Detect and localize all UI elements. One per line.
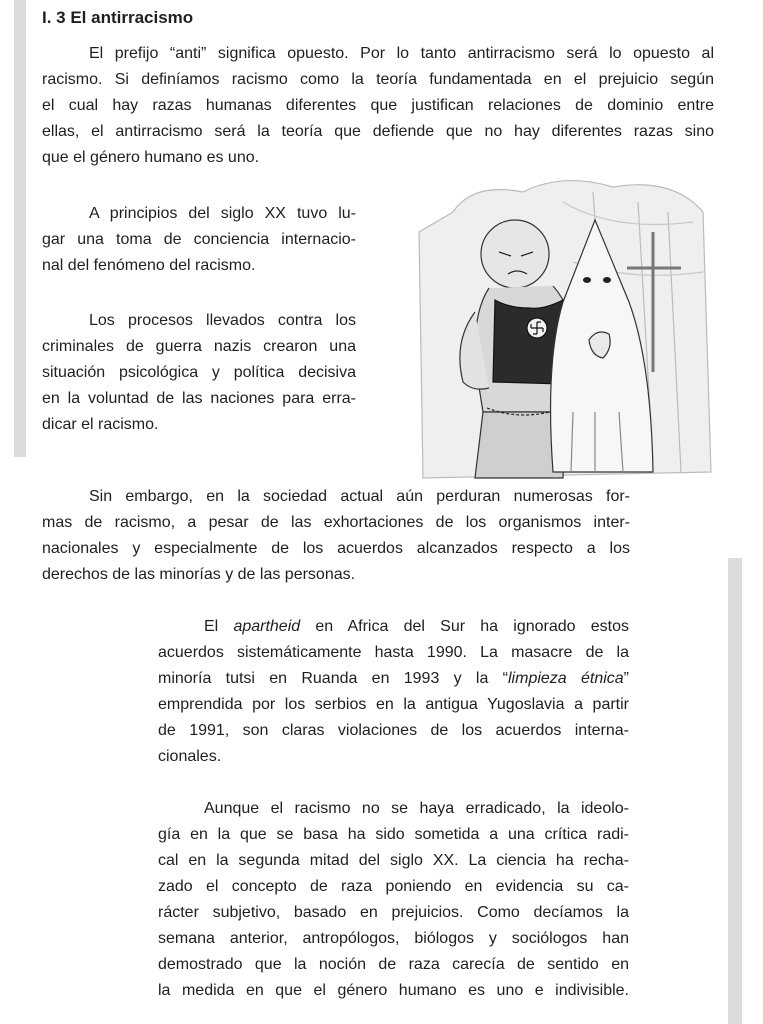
left-margin-bar [14,0,26,457]
text-line: emprendida por los serbios en la antigua Yugoslavia a partir [158,696,629,713]
racism-illustration [413,172,713,482]
text-line: semana anterior, antropólogos, biólogos y sociólogos han [158,930,629,947]
text-line: racismo. Si definíamos racismo como la teoría fundamentada en el prejuicio según [42,71,714,88]
section-heading: I. 3 El antirracismo [42,8,194,27]
text-line: Sin embargo, en la sociedad actual aún perduran numerosas for- [89,488,630,505]
right-margin-bar [728,558,742,1024]
text-line: rácter subjetivo, basado en prejuicios. Como decíamos la [158,904,629,921]
text-line: mas de racismo, a pesar de las exhortaciones de los organismos inter- [42,514,630,531]
text-line: la medida en que el género humano es uno e indivisible. [158,982,629,999]
text-line: zado el concepto de raza poniendo en evidencia su ca- [158,878,629,895]
text-line: El apartheid en Africa del Sur ha ignorado estos [204,618,629,635]
text-line: minoría tutsi en Ruanda en 1993 y la “limpieza étnica” [158,670,629,687]
text-line: Los procesos llevados contra los [89,312,356,329]
text-line: derechos de las minorías y de las personas. [42,566,356,583]
text-line: Aunque el racismo no se haya erradicado, la ideolo- [204,800,629,817]
text-line: cionales. [158,748,222,765]
text-line: en la voluntad de las naciones para erra- [42,390,356,407]
text-line: cal en la segunda mitad del siglo XX. La ciencia ha recha- [158,852,629,869]
italic-term: limpieza étnica [508,670,624,687]
text-line: situación psicológica y política decisiva [42,364,356,381]
text-line: de 1991, son claras violaciones de los acuerdos interna- [158,722,629,739]
italic-term: apartheid [233,618,301,635]
text-line: acuerdos sistemáticamente hasta 1990. La masacre de la [158,644,629,661]
text-line: criminales de guerra nazis crearon una [42,338,356,355]
text-line: El prefijo “anti” significa opuesto. Por lo tanto antirracismo será lo opuesto al [89,45,714,62]
text-line: A principios del siglo XX tuvo lu- [89,205,356,222]
text-line: demostrado que la noción de raza carecía de sentido en [158,956,629,973]
text-line: que el género humano es uno. [42,149,260,166]
text-line: gar una toma de conciencia internacio- [42,231,356,248]
text-line: el cual hay razas humanas diferentes que justifican relaciones de dominio entre [42,97,714,114]
text-line: dicar el racismo. [42,416,159,433]
text-line: gía en la que se basa ha sido sometida a una crítica radi- [158,826,629,843]
text-line: nacionales y especialmente de los acuerdos alcanzados respecto a los [42,540,630,557]
text-line: nal del fenómeno del racismo. [42,257,256,274]
text-line: ellas, el antirracismo será la teoría que defiende que no hay diferentes razas sino [42,123,714,140]
